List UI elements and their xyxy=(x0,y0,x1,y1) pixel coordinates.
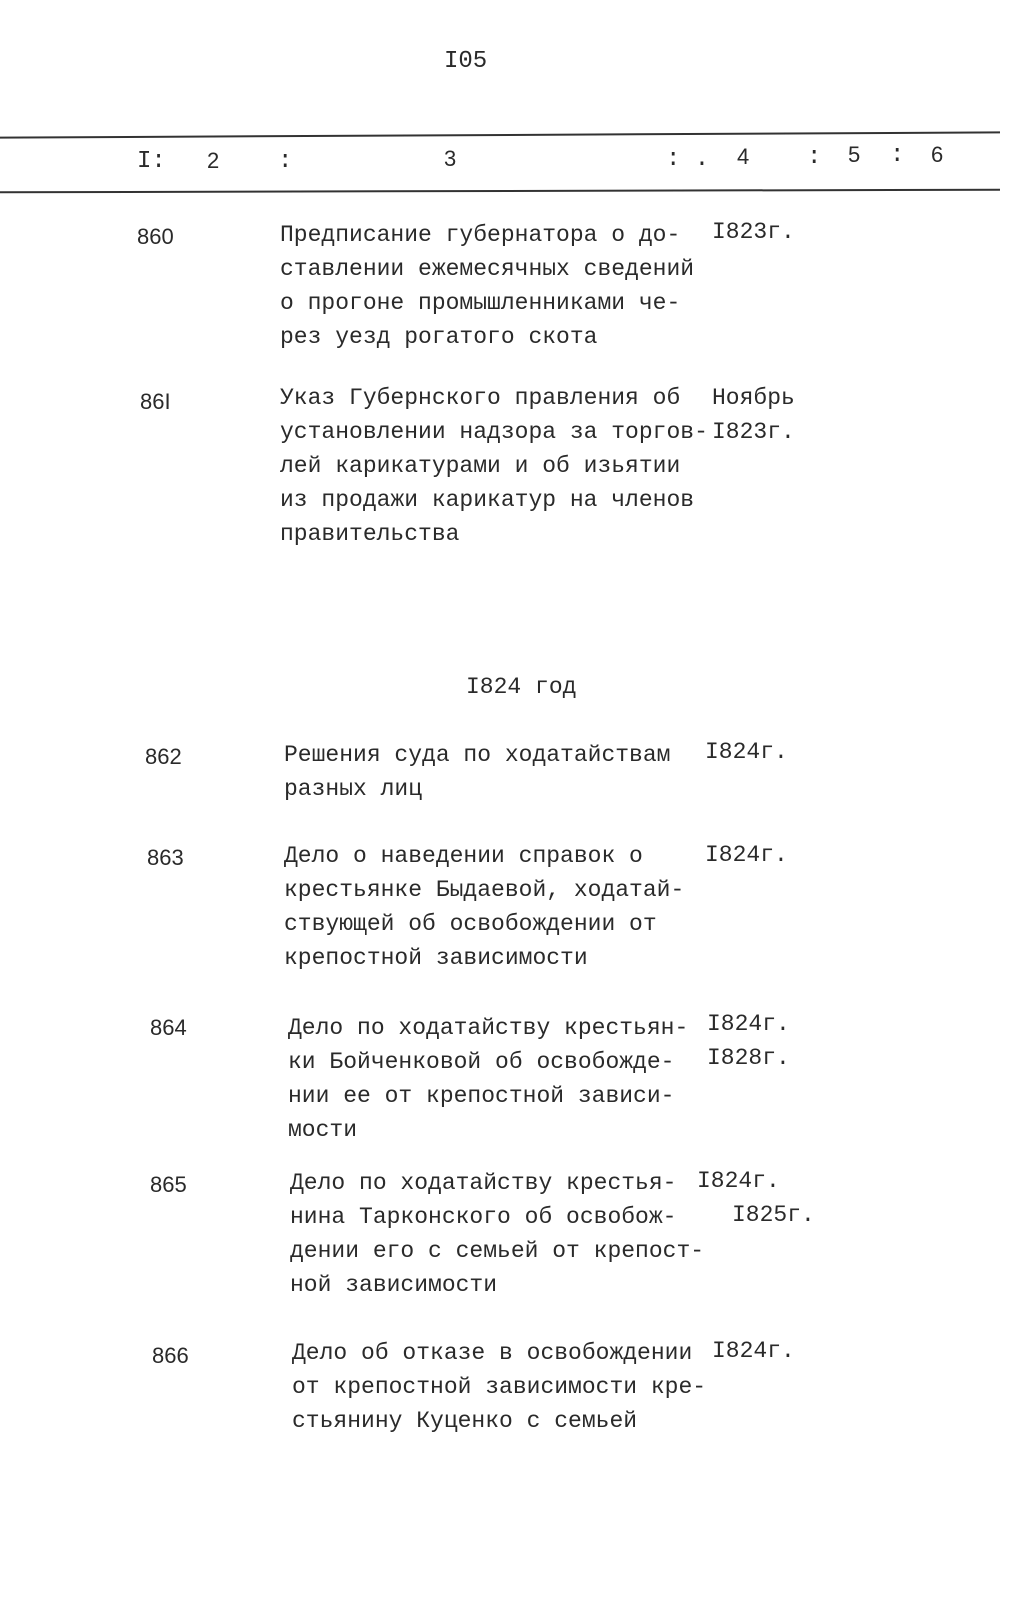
entry-date: I823г. xyxy=(712,219,795,245)
col-4-label: 4 xyxy=(737,144,750,169)
entry-title-line: мости xyxy=(288,1117,358,1143)
entry-date: Ноябрь xyxy=(712,385,795,411)
entry-number: 862 xyxy=(145,744,182,769)
entry-number: 866 xyxy=(152,1343,189,1368)
entry-date: I824г. xyxy=(707,1011,790,1037)
entry-date: I824г. xyxy=(712,1338,795,1364)
entry-title-line: ствующей об освобождении от xyxy=(284,911,657,937)
entry-number: 864 xyxy=(150,1015,187,1040)
col-2-label: 2 xyxy=(207,148,220,173)
entry-date: I824г. xyxy=(705,842,788,868)
separator: : xyxy=(278,148,293,175)
entry-title-line: о прогоне промышленниками че- xyxy=(280,290,681,316)
entry-title-line: ставлении ежемесячных сведений xyxy=(280,256,695,282)
entry-title-line: лей карикатурами и об изьятии xyxy=(280,453,681,479)
col-3-label: 3 xyxy=(444,146,457,171)
entry-date: I823г. xyxy=(712,419,795,445)
entry-date: I825г. xyxy=(732,1202,815,1228)
entry-number: 860 xyxy=(137,224,174,249)
entry-title-line: крепостной зависимости xyxy=(284,945,588,971)
entry-title-line: ной зависимости xyxy=(290,1272,498,1298)
entry-title-line: дении его с семьей от крепост- xyxy=(290,1238,705,1264)
entry-date: I824г. xyxy=(697,1168,780,1194)
entry-title-line: разных лиц xyxy=(284,776,423,802)
entry-title-line: рез уезд рогатого скота xyxy=(280,324,598,350)
col-5-label: 5 xyxy=(848,142,861,167)
separator: : xyxy=(890,142,905,169)
entry-title-line: Дело о наведении справок о xyxy=(284,843,643,869)
section-heading: I824 год xyxy=(466,674,577,700)
entry-title-line: установлении надзора за торгов- xyxy=(280,419,708,445)
entry-title-line: Дело по ходатайству крестья- xyxy=(290,1170,677,1196)
header-top-rule xyxy=(0,131,1000,138)
entry-title-line: нина Тарконского об освобож- xyxy=(290,1204,677,1230)
entry-number: 865 xyxy=(150,1172,187,1197)
page-number: I05 xyxy=(444,48,488,75)
separator: : xyxy=(807,144,822,171)
entry-date: I824г. xyxy=(705,739,788,765)
entry-title-line: Дело по ходатайству крестьян- xyxy=(288,1015,689,1041)
col-1-label: I: xyxy=(137,148,166,175)
entry-date: I828г. xyxy=(707,1045,790,1071)
entry-title-line: нии ее от крепостной зависи- xyxy=(288,1083,675,1109)
entry-title-line: Указ Губернского правления об xyxy=(280,385,681,411)
separator: : . xyxy=(666,146,710,173)
entry-title-line: Решения суда по ходатайствам xyxy=(284,742,671,768)
entry-title-line: Предписание губернатора о до- xyxy=(280,222,681,248)
entry-number: 863 xyxy=(147,845,184,870)
entry-title-line: от крепостной зависимости кре- xyxy=(292,1374,707,1400)
entry-title-line: правительства xyxy=(280,521,460,547)
entry-title-line: из продажи карикатур на членов xyxy=(280,487,695,513)
entry-number: 86I xyxy=(140,389,171,414)
entry-title-line: стьянину Куценко с семьей xyxy=(292,1408,638,1434)
entry-title-line: Дело об отказе в освобождении xyxy=(292,1340,693,1366)
entry-title-line: ки Бойченковой об освобожде- xyxy=(288,1049,675,1075)
col-6-label: 6 xyxy=(931,142,944,167)
header-bottom-rule xyxy=(0,189,1000,194)
entry-title-line: крестьянке Быдаевой, ходатай- xyxy=(284,877,685,903)
